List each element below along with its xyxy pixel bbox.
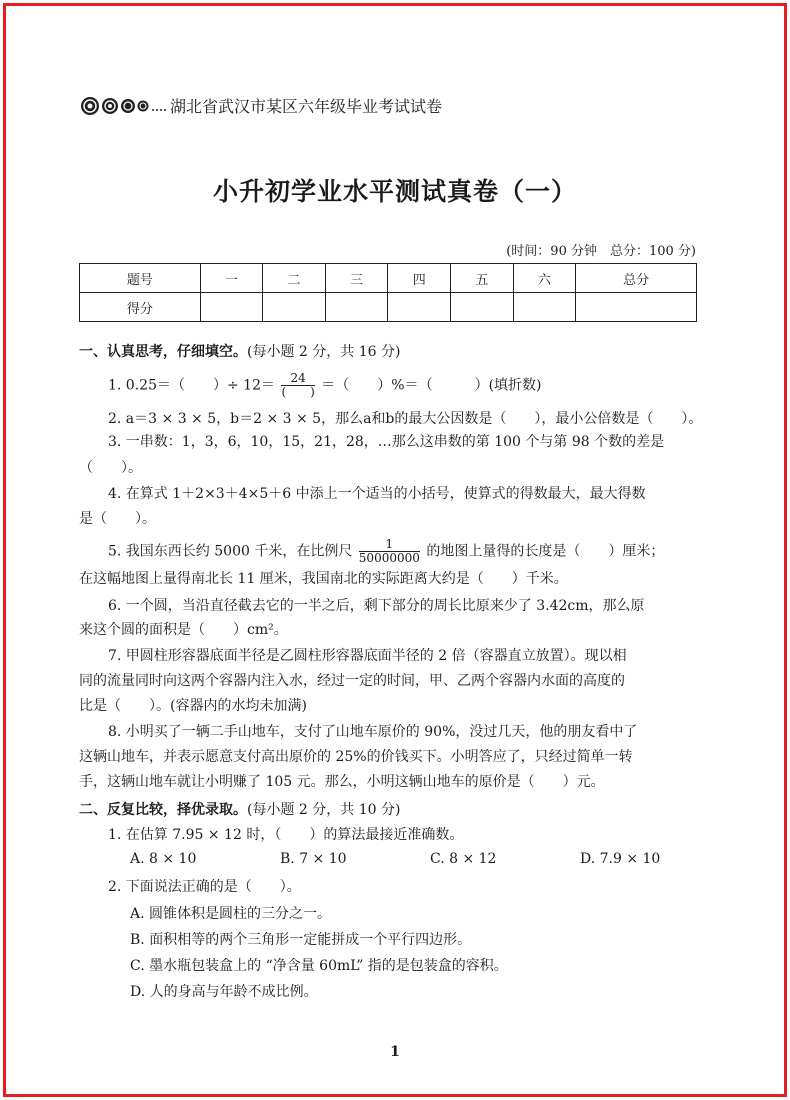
- q5-scale-fraction: [359, 538, 420, 565]
- exam-meta: (时间：90 分钟 总分：100 分): [506, 244, 696, 259]
- page-title: 小升初学业水平测试真卷（一）: [212, 177, 577, 206]
- mc-question-1: 1. 在估算 7.95 × 12 时，（ ）的算法最接近准确数。: [108, 827, 464, 843]
- header-text: 湖北省武汉市某区六年级毕业考试试卷: [170, 97, 443, 116]
- section-1-note: (每小题 2 分，共 16 分): [247, 344, 401, 360]
- mc2-option-d: D. 人的身高与年龄不成比例。: [130, 984, 318, 1000]
- q5-numerator: 1: [359, 538, 420, 552]
- page-header: [80, 94, 442, 117]
- q1-fraction: [281, 372, 314, 399]
- question-4-line-2: 是（ ）。: [79, 511, 156, 527]
- score-header-cell: 六: [513, 264, 576, 293]
- question-7-line-3: 比是（ ）。(容器内的水均未加满): [79, 698, 307, 714]
- question-3-line-2: （ ）。: [79, 460, 142, 476]
- score-cell: [388, 293, 451, 322]
- score-cell: [263, 293, 326, 322]
- score-header-cell: 三: [325, 264, 388, 293]
- q5-part-b: 的地图上量得的长度是（ ）厘米；: [426, 543, 665, 560]
- section-2-heading: [79, 800, 400, 820]
- q1-part-b: ＝（ ）%＝（ ）(填折数): [321, 377, 542, 394]
- section-2-note: (每小题 2 分，共 10 分): [247, 802, 401, 818]
- q5-denominator: 50000000: [358, 551, 420, 565]
- question-5-line-1: [108, 538, 664, 565]
- question-7-line-1: 7. 甲圆柱形容器底面半径是乙圆柱形容器底面半径的 2 倍（容器直立放置）。现以相: [108, 648, 627, 664]
- q1-numerator: 24: [281, 372, 314, 386]
- section-1-heading: [79, 342, 400, 362]
- question-5-line-2: 在这幅地图上量得南北长 11 厘米，我国南北的实际距离大约是（ ）千米。: [79, 571, 568, 587]
- score-table-header-row: [80, 264, 697, 293]
- question-4-line-1: 4. 在算式 1＋2×3＋4×5＋6 中添上一个适当的小括号，使算式的得数最大，最大得数: [108, 486, 646, 502]
- mc-question-2: 2. 下面说法正确的是（ ）。: [108, 879, 301, 895]
- score-table: [79, 263, 697, 322]
- score-header-cell: 二: [263, 264, 326, 293]
- mc1-option-c: C. 8 × 12: [430, 851, 497, 867]
- q1-denominator: ( ): [281, 385, 315, 399]
- mc2-option-a: A. 圆锥体积是圆柱的三分之一。: [130, 906, 332, 922]
- section-1-title: 一、认真思考，仔细填空。: [79, 344, 247, 360]
- mc2-option-b: B. 面积相等的两个三角形一定能拼成一个平行四边形。: [130, 932, 472, 948]
- score-cell: [325, 293, 388, 322]
- spiral-logo-icon: [80, 96, 168, 116]
- score-row-label: 得分: [80, 293, 201, 322]
- question-3-line-1: 3. 一串数：1，3，6，10，15，21，28，…那么这串数的第 100 个与第 98 个数的差是: [108, 434, 665, 450]
- score-header-cell: 五: [451, 264, 514, 293]
- score-header-cell: 总分: [576, 264, 697, 293]
- mc1-option-d: D. 7.9 × 10: [580, 851, 661, 867]
- mc2-option-c: C. 墨水瓶包装盒上的 “净含量 60mL” 指的是包装盒的容积。: [130, 958, 508, 974]
- page-number: 1: [390, 1044, 400, 1060]
- question-6-line-1: 6. 一个圆，当沿直径截去它的一半之后，剩下部分的周长比原来少了 3.42cm，那么原: [108, 598, 645, 614]
- score-cell: [200, 293, 263, 322]
- score-header-cell: 四: [388, 264, 451, 293]
- question-2: 2. a＝3 × 3 × 5，b＝2 × 3 × 5，那么a和b的最大公因数是（ ），最小公倍数是（ ）。: [108, 411, 703, 427]
- mc1-option-b: B. 7 × 10: [280, 851, 347, 867]
- score-header-cell: 题号: [80, 264, 201, 293]
- question-1: [108, 372, 542, 399]
- question-8-line-3: 手，这辆山地车就让小明赚了 105 元。那么，小明这辆山地车的原价是（ ）元。: [79, 774, 605, 790]
- score-cell: [513, 293, 576, 322]
- q1-part-a: 1. 0.25＝（ ）÷ 12＝: [108, 377, 275, 394]
- score-header-cell: 一: [200, 264, 263, 293]
- score-cell: [576, 293, 697, 322]
- question-7-line-2: 同的流量同时向这两个容器内注入水，经过一定的时间，甲、乙两个容器内水面的高度的: [79, 673, 625, 689]
- question-6-line-2: 来这个圆的面积是（ ）cm²。: [79, 622, 288, 638]
- question-8-line-2: 这辆山地车，并表示愿意支付高出原价的 25%的价钱买下。小明答应了，只经过简单一转: [79, 749, 633, 765]
- score-cell: [451, 293, 514, 322]
- q5-part-a: 5. 我国东西长约 5000 千米，在比例尺: [108, 543, 353, 560]
- mc1-option-a: A. 8 × 10: [130, 851, 197, 867]
- section-2-title: 二、反复比较，择优录取。: [79, 802, 247, 818]
- score-table-score-row: [80, 293, 697, 322]
- question-8-line-1: 8. 小明买了一辆二手山地车，支付了山地车原价的 90%，没过几天，他的朋友看中了: [108, 724, 638, 740]
